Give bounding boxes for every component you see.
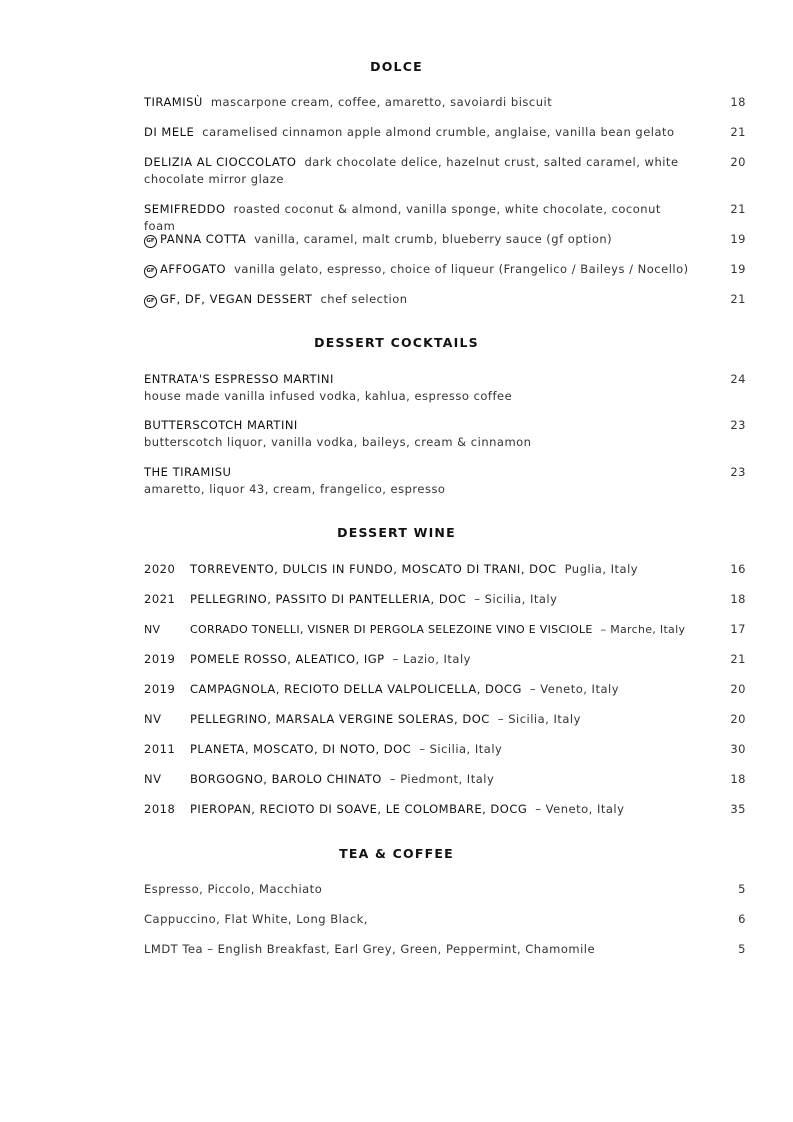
menu-item — [144, 124, 746, 141]
item-price: 18 — [730, 95, 746, 109]
item-description: butterscotch liquor, vanilla vodka, baileys, cream & cinnamon — [144, 435, 532, 449]
item-name: SEMIFREDDO — [144, 202, 226, 216]
item-name: PELLEGRINO, PASSITO DI PANTELLERIA, DOC — [190, 592, 467, 606]
gluten-free-icon: GF — [144, 265, 157, 278]
item-description: Espresso, Piccolo, Macchiato — [144, 882, 323, 896]
wine-region: – Sicilia, Italy — [419, 742, 503, 756]
item-description: dark chocolate delice, hazelnut crust, salted caramel, white chocolate mirror glaze — [144, 155, 679, 186]
menu-item — [144, 261, 746, 278]
item-price: 18 — [730, 772, 746, 786]
wine-item — [144, 651, 746, 668]
item-name: BORGOGNO, BAROLO CHINATO — [190, 772, 382, 786]
menu-item — [144, 154, 746, 188]
section-heading-tea-coffee: TEA & COFFEE — [339, 846, 454, 861]
wine-region: – Veneto, Italy — [529, 682, 619, 696]
item-name: PELLEGRINO, MARSALA VERGINE SOLERAS, DOC — [190, 712, 490, 726]
wine-year: 2021 — [144, 592, 176, 606]
item-description: roasted coconut & almond, vanilla sponge, white chocolate, coconut foam — [144, 202, 661, 233]
item-name: CORRADO TONELLI, VISNER DI PERGOLA SELEZOINE VINO E VISCIOLE — [190, 623, 593, 636]
item-price: 17 — [730, 622, 746, 636]
wine-item — [144, 621, 746, 638]
item-name: BUTTERSCOTCH MARTINI — [144, 418, 298, 432]
item-description: vanilla gelato, espresso, choice of liqueur (Frangelico / Baileys / Nocello) — [234, 262, 689, 276]
item-name: DI MELE — [144, 125, 195, 139]
wine-year: NV — [144, 772, 162, 786]
item-price: 21 — [730, 125, 746, 139]
item-price: 16 — [730, 562, 746, 576]
wine-item — [144, 801, 746, 818]
wine-region: – Veneto, Italy — [535, 802, 625, 816]
wine-region: – Piedmont, Italy — [389, 772, 495, 786]
wine-year: 2018 — [144, 802, 176, 816]
wine-year: 2019 — [144, 682, 176, 696]
item-description: caramelised cinnamon apple almond crumble, anglaise, vanilla bean gelato — [202, 125, 675, 139]
wine-item — [144, 681, 746, 698]
wine-region: – Sicilia, Italy — [474, 592, 558, 606]
item-name: THE TIRAMISU — [144, 465, 232, 479]
item-description: LMDT Tea – English Breakfast, Earl Grey, Green, Peppermint, Chamomile — [144, 942, 596, 956]
menu-item — [144, 94, 746, 111]
wine-item — [144, 561, 746, 578]
item-name: PANNA COTTA — [160, 232, 247, 246]
item-name: TORREVENTO, DULCIS IN FUNDO, MOSCATO DI TRANI, DOC — [190, 562, 557, 576]
item-description: chef selection — [320, 292, 408, 306]
menu-item — [144, 941, 746, 958]
wine-year: 2020 — [144, 562, 176, 576]
wine-year: NV — [144, 712, 162, 726]
menu-item — [144, 464, 746, 498]
item-description: vanilla, caramel, malt crumb, blueberry sauce (gf option) — [254, 232, 613, 246]
item-name: GF, DF, VEGAN DESSERT — [160, 292, 313, 306]
wine-year: 2011 — [144, 742, 176, 756]
item-name: ENTRATA'S ESPRESSO MARTINI — [144, 372, 334, 386]
gluten-free-icon: GF — [144, 295, 157, 308]
wine-item — [144, 771, 746, 788]
item-price: 24 — [730, 372, 746, 386]
wine-year: 2019 — [144, 652, 176, 666]
item-price: 20 — [730, 682, 746, 696]
item-name: PLANETA, MOSCATO, DI NOTO, DOC — [190, 742, 412, 756]
section-heading-wine: DESSERT WINE — [337, 525, 456, 540]
item-description: amaretto, liquor 43, cream, frangelico, espresso — [144, 482, 446, 496]
item-price: 23 — [730, 418, 746, 432]
item-price: 21 — [730, 292, 746, 306]
wine-item — [144, 741, 746, 758]
item-price: 5 — [738, 942, 746, 956]
menu-item — [144, 371, 746, 405]
gluten-free-icon: GF — [144, 235, 157, 248]
menu-item — [144, 201, 746, 235]
item-price: 30 — [730, 742, 746, 756]
wine-region: – Marche, Italy — [600, 623, 686, 636]
section-heading-dolce: DOLCE — [370, 59, 423, 74]
item-price: 21 — [730, 202, 746, 216]
item-name: PIEROPAN, RECIOTO DI SOAVE, LE COLOMBARE, DOCG — [190, 802, 528, 816]
wine-region: – Sicilia, Italy — [497, 712, 581, 726]
item-price: 6 — [738, 912, 746, 926]
item-price: 20 — [730, 155, 746, 169]
menu-item — [144, 417, 746, 451]
wine-year: NV — [144, 623, 161, 636]
item-description: house made vanilla infused vodka, kahlua, espresso coffee — [144, 389, 513, 403]
item-price: 21 — [730, 652, 746, 666]
item-description: mascarpone cream, coffee, amaretto, savoiardi biscuit — [210, 95, 553, 109]
item-price: 35 — [730, 802, 746, 816]
wine-region: – Lazio, Italy — [392, 652, 471, 666]
item-name: AFFOGATO — [160, 262, 227, 276]
item-price: 23 — [730, 465, 746, 479]
item-name: CAMPAGNOLA, RECIOTO DELLA VALPOLICELLA, DOCG — [190, 682, 522, 696]
item-name: DELIZIA AL CIOCCOLATO — [144, 155, 297, 169]
section-heading-cocktails: DESSERT COCKTAILS — [314, 335, 479, 350]
item-price: 20 — [730, 712, 746, 726]
menu-item — [144, 911, 746, 928]
wine-item — [144, 591, 746, 608]
menu-item — [144, 881, 746, 898]
item-price: 19 — [730, 262, 746, 276]
item-description: Cappuccino, Flat White, Long Black, — [144, 912, 368, 926]
item-name: TIRAMISÙ — [144, 95, 203, 109]
item-price: 18 — [730, 592, 746, 606]
menu-item — [144, 291, 746, 308]
item-name: POMELE ROSSO, ALEATICO, IGP — [190, 652, 385, 666]
menu-item — [144, 231, 746, 248]
wine-item — [144, 711, 746, 728]
item-price: 5 — [738, 882, 746, 896]
wine-region: Puglia, Italy — [564, 562, 639, 576]
item-price: 19 — [730, 232, 746, 246]
